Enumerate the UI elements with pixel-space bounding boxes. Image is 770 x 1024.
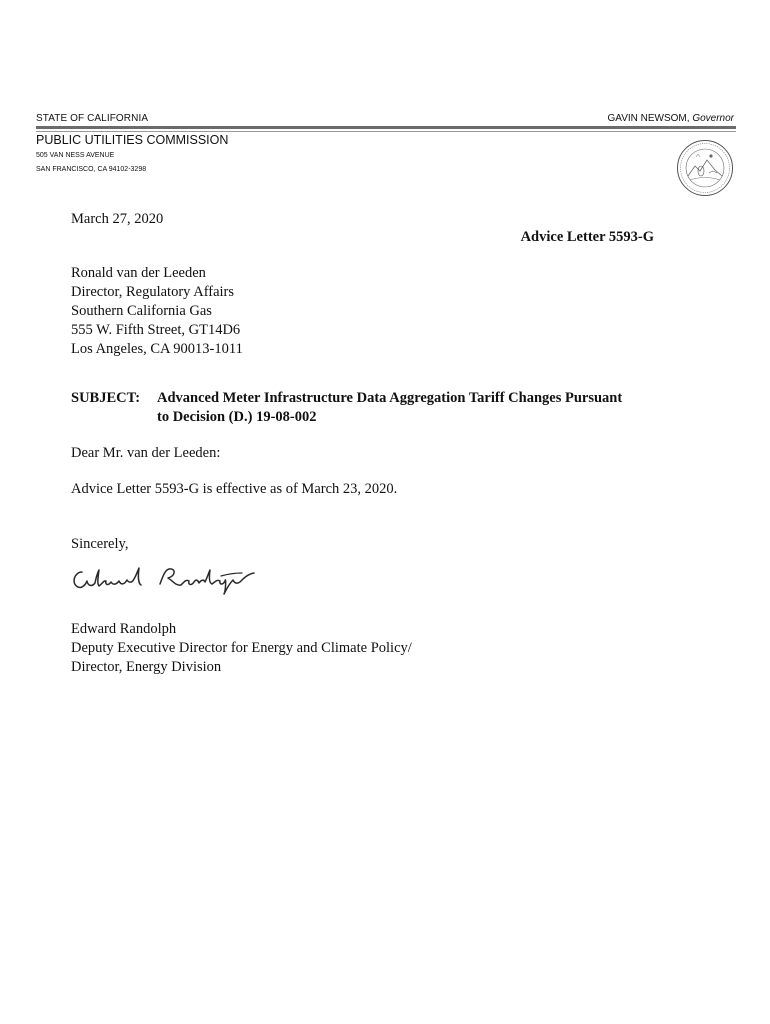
governor-line: [607, 113, 734, 124]
subject-line-2: to Decision (D.) 19-08-002: [157, 409, 317, 425]
state-seal-icon: [676, 139, 734, 197]
handwritten-signature: [68, 562, 264, 598]
signer-title-1: Deputy Executive Director for Energy and Climate Policy/: [71, 640, 412, 656]
signer-block: [71, 620, 412, 677]
subject-line-1: Advanced Meter Infrastructure Data Aggregation Tariff Changes Pursuant: [157, 390, 623, 406]
agency-address-city: SAN FRANCISCO, CA 94102-3298: [36, 166, 147, 173]
header-rule-thin: [36, 131, 736, 132]
addressee-city: Los Angeles, CA 90013-1011: [71, 341, 243, 357]
closing: Sincerely,: [71, 536, 129, 552]
salutation: Dear Mr. van der Leeden:: [71, 445, 221, 461]
addressee-title: Director, Regulatory Affairs: [71, 284, 235, 300]
agency-address-street: 505 VAN NESS AVENUE: [36, 152, 115, 159]
subject-label: SUBJECT:: [71, 390, 141, 406]
header-rule-thick: [36, 126, 736, 129]
advice-letter-number: Advice Letter 5593-G: [520, 229, 654, 245]
addressee-company: Southern California Gas: [71, 303, 212, 319]
subject-block: [71, 389, 622, 427]
signer-name: Edward Randolph: [71, 621, 177, 637]
governor-role: Governor: [692, 113, 734, 124]
governor-name: GAVIN NEWSOM,: [607, 113, 690, 124]
addressee-street: 555 W. Fifth Street, GT14D6: [71, 322, 241, 338]
letter-date: March 27, 2020: [71, 211, 164, 227]
agency-name: PUBLIC UTILITIES COMMISSION: [36, 133, 229, 147]
addressee-name: Ronald van der Leeden: [71, 265, 206, 281]
state-name: STATE OF CALIFORNIA: [36, 113, 149, 124]
signer-title-2: Director, Energy Division: [71, 659, 222, 675]
addressee-block: [71, 264, 243, 359]
body-paragraph: Advice Letter 5593-G is effective as of March 23, 2020.: [71, 481, 398, 497]
